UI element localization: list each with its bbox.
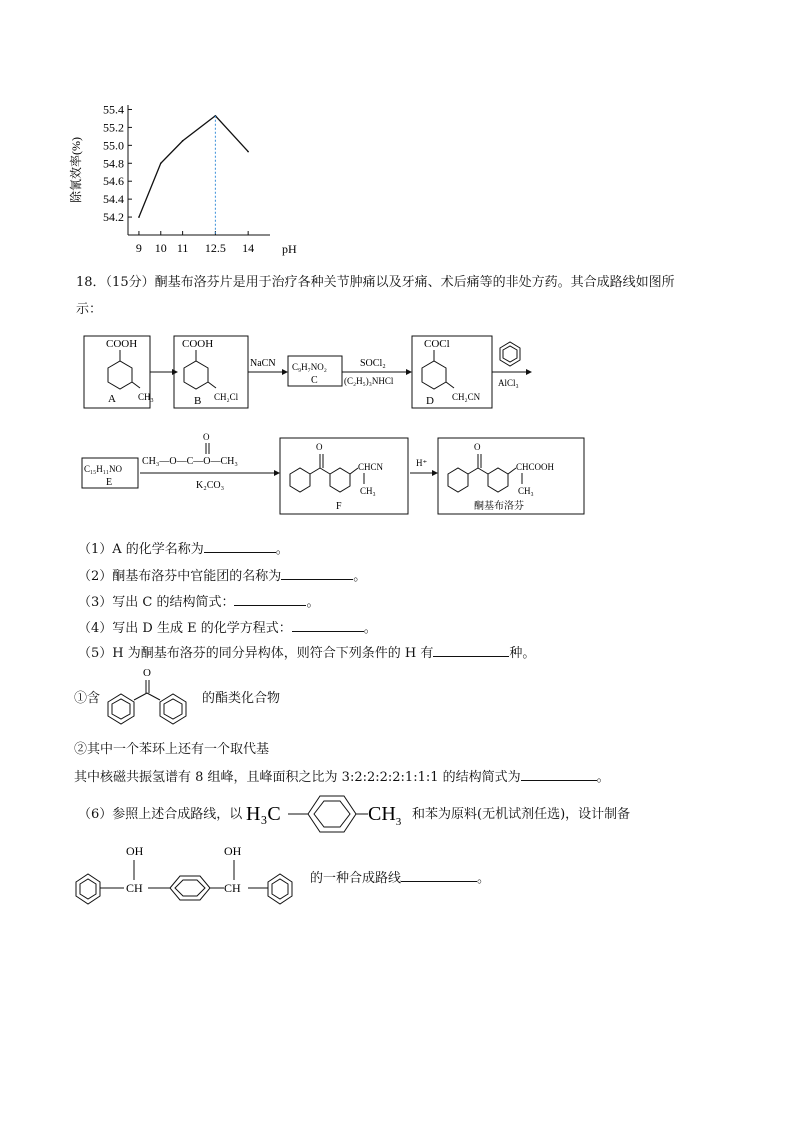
part-6-blank[interactable] [401, 867, 477, 882]
part-2 [78, 565, 366, 586]
part-1 [78, 538, 289, 559]
condition-2: ②其中一个苯环上还有一个取代基 [74, 742, 270, 757]
d-label: D [426, 395, 434, 407]
nmr-text: 其中核磁共振氢谱有 8 组峰，且峰面积之比为 3:2:2:2:2:1:1:1 的结构简式为 [74, 770, 521, 785]
question-intro-line2: 示： [76, 302, 103, 317]
a-methyl: $CH_3$ [138, 392, 154, 404]
question-intro-line1: 18．（15分）酮基布洛芬片是用于治疗各种关节肿痛以及牙痛、术后痛等的非处方药。其合成路线如图所 [76, 275, 675, 290]
c-formula: C₉H₇NO₂ [292, 362, 327, 372]
f-ketone-o: O [316, 442, 323, 452]
part-3 [78, 591, 320, 612]
x-tick-label: 9 [135, 241, 142, 255]
part-1-text: （1）A 的化学名称为 [78, 542, 204, 557]
compound-c [288, 356, 342, 386]
reagent-k2co3: K₂CO₃ [196, 480, 225, 491]
target-line [310, 867, 490, 888]
synthesis-scheme [78, 328, 728, 528]
part-2-text: （2）酮基布洛芬中官能团的名称为 [78, 569, 282, 584]
benzophenone-structure [102, 664, 192, 728]
x-tick-label: 11 [176, 241, 189, 255]
reagent-nacn: NaCN [250, 358, 276, 369]
part-5 [78, 642, 535, 663]
c-label: C [311, 375, 318, 386]
part-2-blank[interactable] [281, 565, 353, 580]
compound-e [82, 458, 138, 488]
part-1-blank[interactable] [204, 538, 276, 553]
xylene-left-methyl: H₃C [246, 803, 281, 825]
a-cooh: COOH [106, 338, 138, 350]
part-3-text: （3）写出 C 的结构简式： [78, 595, 235, 610]
target-end: 。 [477, 871, 491, 886]
part-2-end: 。 [353, 569, 367, 584]
y-tick-label: 54.6 [103, 174, 124, 189]
nmr-blank[interactable] [521, 766, 597, 781]
k-methyl: CH₃ [518, 486, 534, 496]
x-tick-label: 10 [154, 241, 167, 255]
part-4-blank[interactable] [292, 617, 364, 632]
nmr-end: 。 [596, 770, 610, 785]
chart-axes [128, 105, 270, 235]
data-point [160, 162, 162, 164]
target-suffix: 的一种合成路线 [310, 871, 402, 886]
compound-b [174, 336, 248, 408]
compound-a [84, 336, 154, 408]
nmr-condition [74, 766, 610, 787]
part-4-text: （4）写出 D 生成 E 的化学方程式： [78, 621, 292, 636]
y-tick-label: 54.2 [103, 210, 124, 225]
reagent-triethylamine-hcl: (C₂H₅)₃NHCl [344, 376, 394, 386]
target-ch-2: CH [224, 881, 241, 895]
target-oh-1: OH [126, 844, 144, 858]
dmc-carbonyl-o: O [203, 432, 210, 442]
f-methyl: CH₃ [360, 486, 376, 496]
f-label: F [336, 501, 342, 512]
part-4-end: 。 [363, 621, 377, 636]
part-5-text: （5）H 为酮基布洛芬的同分异构体，则符合下列条件的 H 有 [78, 646, 434, 661]
target-diol-structure [74, 840, 304, 906]
part-6-prefix: （6）参照上述合成路线，以 [78, 807, 243, 822]
reagent-socl2: SOCl₂ [360, 358, 386, 369]
data-point [182, 140, 184, 142]
f-chcn: CHCN [358, 462, 384, 472]
target-oh-2: OH [224, 844, 242, 858]
k-ketone-o: O [474, 442, 481, 452]
reagent-acid: H⁺ [416, 458, 428, 468]
reagent-alcl3: AlCl₃ [498, 378, 519, 388]
part-3-blank[interactable] [234, 591, 306, 606]
y-tick-label: 54.4 [103, 192, 124, 207]
xylene-right-methyl: $CH_3$ [368, 803, 402, 828]
x-tick-label: 14 [242, 241, 255, 255]
dmc-formula: CH₃—O—C—O—CH₃ [142, 456, 238, 467]
part-6-suffix: 和苯为原料(无机试剂任选)，设计制备 [412, 807, 631, 822]
part-5-end: 种。 [509, 646, 536, 661]
e-label: E [106, 477, 113, 488]
chart-ticks [103, 102, 254, 255]
efficiency-ph-chart [60, 95, 320, 265]
efficiency-line [139, 116, 248, 217]
x-axis-label: pH [282, 242, 297, 256]
y-axis-label: 除氰效率(%) [69, 137, 83, 203]
b-ch2cl: CH₂Cl [214, 392, 239, 402]
ketoprofen-label: 酮基布洛芬 [474, 501, 524, 512]
data-point [138, 216, 140, 218]
part-1-end: 。 [275, 542, 289, 557]
compound-ketoprofen [438, 438, 584, 514]
d-ch2cn: CH₂CN [452, 392, 481, 402]
a-label: A [108, 393, 116, 405]
target-ch-1: CH [126, 881, 143, 895]
d-cocl: COCl [424, 338, 450, 350]
b-label: B [194, 395, 202, 407]
k-chcooh: CHCOOH [516, 462, 555, 472]
p-xylene-structure [244, 788, 410, 838]
part-4 [78, 617, 377, 638]
b-cooh: COOH [182, 338, 214, 350]
compound-f [280, 438, 408, 514]
e-formula: C₁₅H₁₁NO [84, 464, 123, 474]
y-tick-label: 55.4 [103, 102, 124, 117]
benzophenone-o: O [143, 667, 151, 679]
condition-1-prefix: ①含 [74, 691, 101, 706]
y-tick-label: 55.0 [103, 138, 124, 153]
y-tick-label: 54.8 [103, 156, 124, 171]
part-5-blank[interactable] [433, 642, 509, 657]
condition-1-suffix: 的酯类化合物 [202, 691, 281, 706]
compound-d [412, 336, 492, 408]
chart-series [138, 115, 249, 235]
part-3-end: 。 [306, 595, 320, 610]
data-point [247, 151, 249, 153]
y-tick-label: 55.2 [103, 120, 124, 135]
x-tick-label: 12.5 [204, 241, 226, 255]
